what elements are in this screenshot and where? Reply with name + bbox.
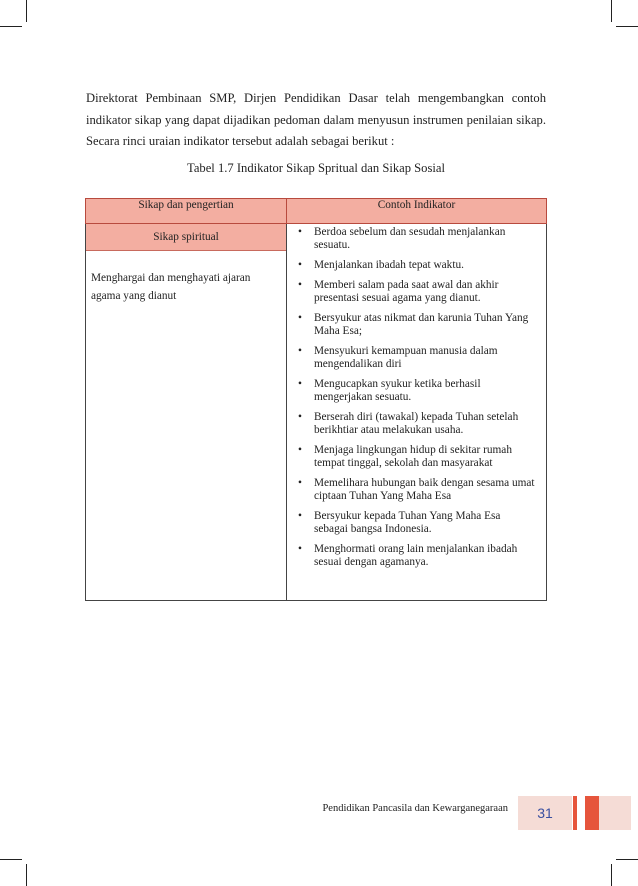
footer-accent-bar (573, 796, 577, 830)
list-item: • Menjaga lingkungan hidup di sekitar rumah tempat tinggal, sekolah dan masyarakat (298, 444, 536, 470)
list-item: • Menghormati orang lain menjalankan ibadah sesuai dengan agamanya. (298, 543, 536, 569)
page-number: 31 (518, 796, 572, 830)
crop-mark (26, 0, 27, 22)
list-item: • Bersyukur kepada Tuhan Yang Maha Esa sebagai bangsa Indonesia. (298, 510, 536, 536)
footer-tab (599, 796, 631, 830)
table-row (86, 224, 547, 601)
list-item: • Bersyukur atas nikmat dan karunia Tuhan Yang Maha Esa; (298, 312, 536, 338)
header-example-indicators: Contoh Indikator (287, 199, 547, 224)
list-item: • Mengucapkan syukur ketika berhasil mengerjakan sesuatu. (298, 378, 536, 404)
crop-mark (616, 859, 638, 860)
indicator-list (287, 224, 546, 569)
table-header-row (86, 199, 547, 224)
indicator-cell (287, 224, 547, 601)
crop-mark (611, 864, 612, 886)
attitude-cell (86, 224, 287, 601)
list-item: • Mensyukuri kemampuan manusia dalam mengendalikan diri (298, 345, 536, 371)
list-item: • Berdoa sebelum dan sesudah menjalankan sesuatu. (298, 226, 536, 252)
list-item: • Memberi salam pada saat awal dan akhir presentasi sesuai agama yang dianut. (298, 279, 536, 305)
crop-mark (616, 26, 638, 27)
list-item: • Menjalankan ibadah tepat waktu. (298, 259, 536, 272)
intro-paragraph: Direktorat Pembinaan SMP, Dirjen Pendidikan Dasar telah mengembangkan contoh indikator sikap yang dapat dijadikan pedoman dalam menyusun instrumen penilaian sikap. Secara rinci uraian indikator tersebut adalah sebagai berikut : (86, 91, 546, 148)
table-caption: Tabel 1.7 Indikator Sikap Spritual dan Sikap Sosial (187, 161, 445, 175)
crop-mark (26, 864, 27, 886)
indicator-table (85, 198, 547, 601)
attitude-definition: Menghargai dan menghayati ajaran agama yang dianut (91, 272, 251, 302)
footer-book-title: Pendidikan Pancasila dan Kewarganegaraan (322, 803, 508, 814)
crop-mark (0, 26, 22, 27)
footer-accent-bar (585, 796, 599, 830)
header-attitude-definition: Sikap dan pengertian (86, 199, 287, 224)
crop-mark (0, 859, 22, 860)
list-item: • Berserah diri (tawakal) kepada Tuhan setelah berikhtiar atau melakukan usaha. (298, 411, 536, 437)
category-spiritual: Sikap spiritual (86, 224, 286, 251)
crop-mark (611, 0, 612, 22)
list-item: • Memelihara hubungan baik dengan sesama umat ciptaan Tuhan Yang Maha Esa (298, 477, 536, 503)
